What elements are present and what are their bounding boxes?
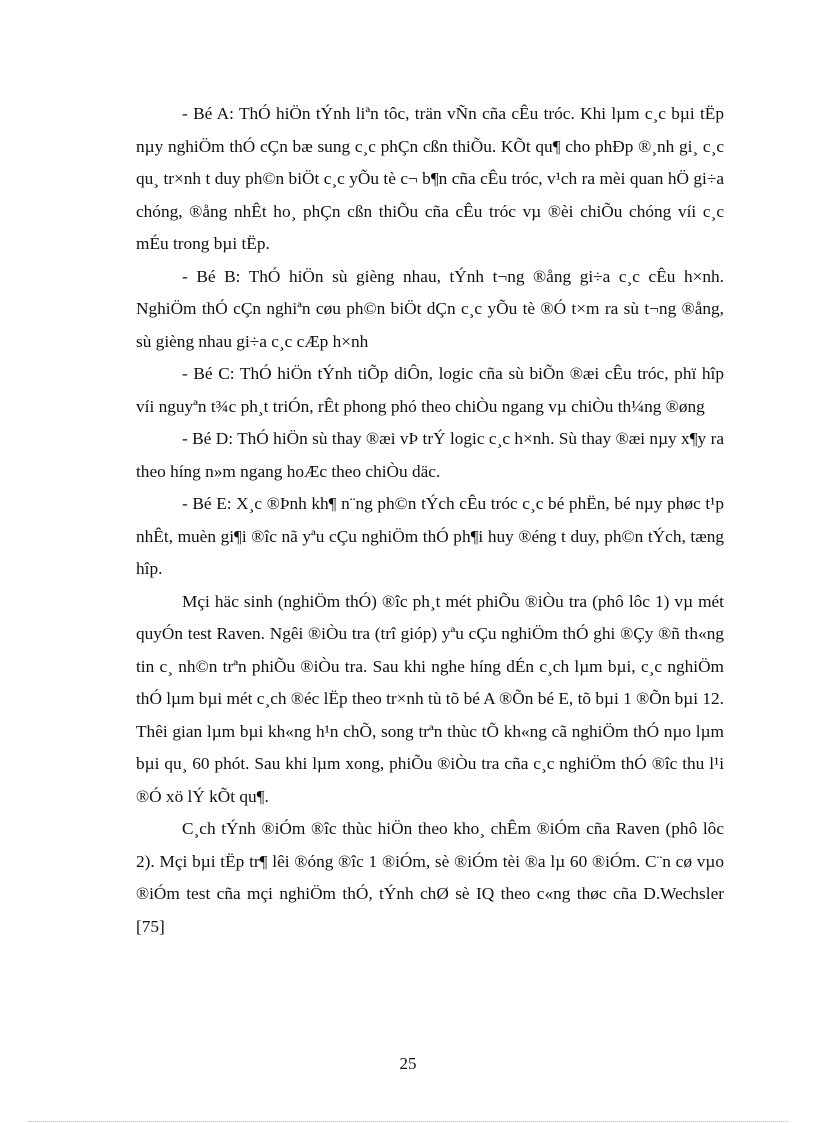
paragraph-set-b: - Bé B: ThÓ hiÖn sù gièng nhau, tÝnh t¬ng ®ång gi÷a c¸c cÊu h×nh. NghiÖm thÓ cÇn nghiªn cøu ph©n biÖt dÇn c¸c yÕu tè ®Ó t×m ra sù t¬ng ®ång, sù gièng nhau gi÷a c¸c cÆp h×nh <box>136 266 724 351</box>
paragraph-set-d: - Bé D: ThÓ hiÖn sù thay ®æi vÞ trÝ logic c¸c h×nh. Sù thay ®æi nµy x¶y ra theo híng n»m ngang hoÆc theo chiÒu däc. <box>136 429 724 481</box>
page-bottom-divider <box>28 1121 788 1122</box>
page-content <box>136 98 724 943</box>
paragraph-scoring: C¸ch tÝnh ®iÓm ®îc thùc hiÖn theo kho¸ chÊm ®iÓm cña Raven (phô lôc 2). Mçi bµi tËp tr¶ lêi ®óng ®îc 1 ®iÓm, sè ®iÓm tèi ®a lµ 60 ®iÓm. C¨n cø vµo ®iÓm test cña mçi nghiÖm thÓ, tÝnh chØ sè IQ theo c«ng thøc cña D.Wechsler [75] <box>136 819 724 936</box>
paragraph-set-c: - Bé C: ThÓ hiÖn tÝnh tiÕp diÔn, logic cña sù biÕn ®æi cÊu tróc, phï hîp víi nguyªn t¾c ph¸t triÓn, rÊt phong phó theo chiÒu ngang vµ chiÒu th¼ng ®øng <box>136 364 724 416</box>
page-number: 25 <box>399 1054 417 1073</box>
paragraph-set-a: - Bé A: ThÓ hiÖn tÝnh liªn tôc, trän vÑn cña cÊu tróc. Khi lµm c¸c bµi tËp nµy nghiÖm thÓ cÇn bæ sung c¸c phÇn cßn thiÕu. KÕt qu¶ cho phÐp ®¸nh gi¸ c¸c qu¸ tr×nh t duy ph©n biÖt c¸c yÕu tè c¬ b¶n cña cÊu tróc, v¹ch ra mèi quan hÖ gi÷a chóng, ®ång nhÊt ho¸ phÇn cßn thiÕu cña cÊu tróc vµ ®èi chiÕu chóng víi c¸c mÉu trong bµi tËp. <box>136 104 724 253</box>
paragraph-set-e: - Bé E: X¸c ®Þnh kh¶ n¨ng ph©n tÝch cÊu tróc c¸c bé phËn, bé nµy phøc t¹p nhÊt, muèn gi¶i ®îc nã yªu cÇu nghiÖm thÓ ph¶i huy ®éng t duy, ph©n tÝch, tæng hîp. <box>136 494 724 578</box>
paragraph-procedure: Mçi häc sinh (nghiÖm thÓ) ®îc ph¸t mét phiÕu ®iÒu tra (phô lôc 1) vµ mét quyÓn test Raven. Ngêi ®iÒu tra (trî gióp) yªu cÇu nghiÖm thÓ ghi ®Çy ®ñ th«ng tin c¸ nh©n trªn phiÕu ®iÒu tra. Sau khi nghe híng dÉn c¸ch lµm bµi, c¸c nghiÖm thÓ lµm bµi mét c¸ch ®éc lËp theo tr×nh tù tõ bé A ®Õn bé E, tõ bµi 1 ®Õn bµi 12. Thêi gian lµm bµi kh«ng h¹n chÕ, song trªn thùc tÕ kh«ng cã nghiÖm thÓ nµo lµm bµi qu¸ 60 phót. Sau khi lµm xong, phiÕu ®iÒu tra cña c¸c nghiÖm thÓ ®îc thu l¹i ®Ó xö lÝ kÕt qu¶. <box>136 591 724 806</box>
